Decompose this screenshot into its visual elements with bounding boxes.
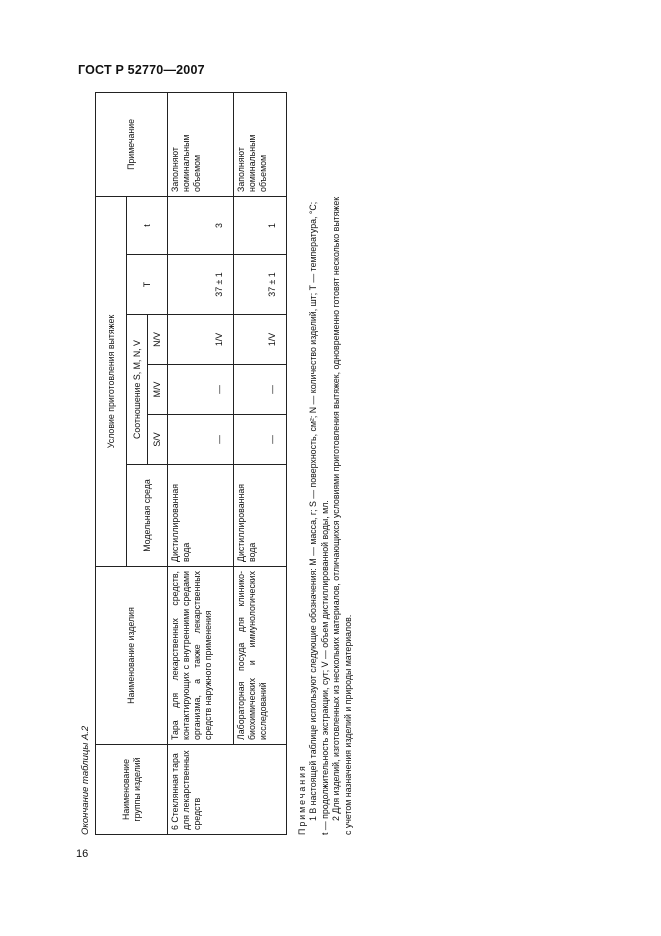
temperature-cell: 37 ± 1 xyxy=(234,255,287,315)
header-mv: M/V xyxy=(148,365,168,415)
rotated-table-block xyxy=(80,93,370,835)
nv-cell: 1/V xyxy=(168,315,234,365)
note-1-continuation: t — продолжительность экстракции, сут; V — объем дистиллированной воды, мл. xyxy=(319,500,330,835)
document-header: ГОСТ Р 52770—2007 xyxy=(78,63,205,77)
item-cell: Лабораторная посуда для клинико-биохимических и иммунологических исследований xyxy=(234,567,287,745)
sv-cell: — xyxy=(234,415,287,465)
table-caption: Окончание таблицы А.2 xyxy=(80,725,91,835)
note-cell: Заполняют номинальным объемом xyxy=(168,92,234,196)
table-row xyxy=(234,92,287,834)
header-duration: t xyxy=(127,196,168,254)
table-row xyxy=(168,92,234,834)
duration-cell: 3 xyxy=(168,196,234,254)
item-cell: Тара для лекарственных средств, контактирующих с внутренними средами организма, а также лекарственных средств наружного применения xyxy=(168,567,234,745)
table-notes xyxy=(297,93,354,835)
medium-cell: Дистиллированная вода xyxy=(234,465,287,567)
header-group: Наименование группы изделий xyxy=(96,745,168,835)
page-number: 16 xyxy=(76,848,89,860)
mv-cell: — xyxy=(234,365,287,415)
note-cell: Заполняют номинальным объемом xyxy=(234,92,287,196)
header-sv: S/V xyxy=(148,415,168,465)
header-temperature: T xyxy=(127,255,168,315)
duration-cell: 1 xyxy=(234,196,287,254)
header-item: Наименование изделия xyxy=(96,567,168,745)
mv-cell: — xyxy=(168,365,234,415)
header-note: Примечание xyxy=(96,92,168,196)
header-nv: N/V xyxy=(148,315,168,365)
header-conditions: Условие приготовления вытяжек xyxy=(96,196,127,566)
conditions-table xyxy=(95,92,287,835)
medium-cell: Дистиллированная вода xyxy=(168,465,234,567)
header-ratio: Соотношение S, M, N, V xyxy=(127,315,148,465)
note-1: 1 В настоящей таблице используют следующие обозначения: М — масса, г; S — поверхность, см²; N — количество изделий, шт; Т — температура, °С; xyxy=(308,201,319,821)
nv-cell: 1/V xyxy=(234,315,287,365)
notes-heading: Примечания xyxy=(297,764,307,835)
group-cell: 6 Стеклянная тара для лекарственных средств xyxy=(168,745,287,835)
note-2: 2 Для изделий, изготовленных из нескольких материалов, отличающихся условиями приготовления вытяжек, одновременно готовят несколько вытяжек xyxy=(331,196,342,821)
note-2-continuation: с учетом назначения изделий и природы материалов. xyxy=(342,614,353,835)
header-medium: Модельная среда xyxy=(127,465,168,567)
temperature-cell: 37 ± 1 xyxy=(168,255,234,315)
sv-cell: — xyxy=(168,415,234,465)
